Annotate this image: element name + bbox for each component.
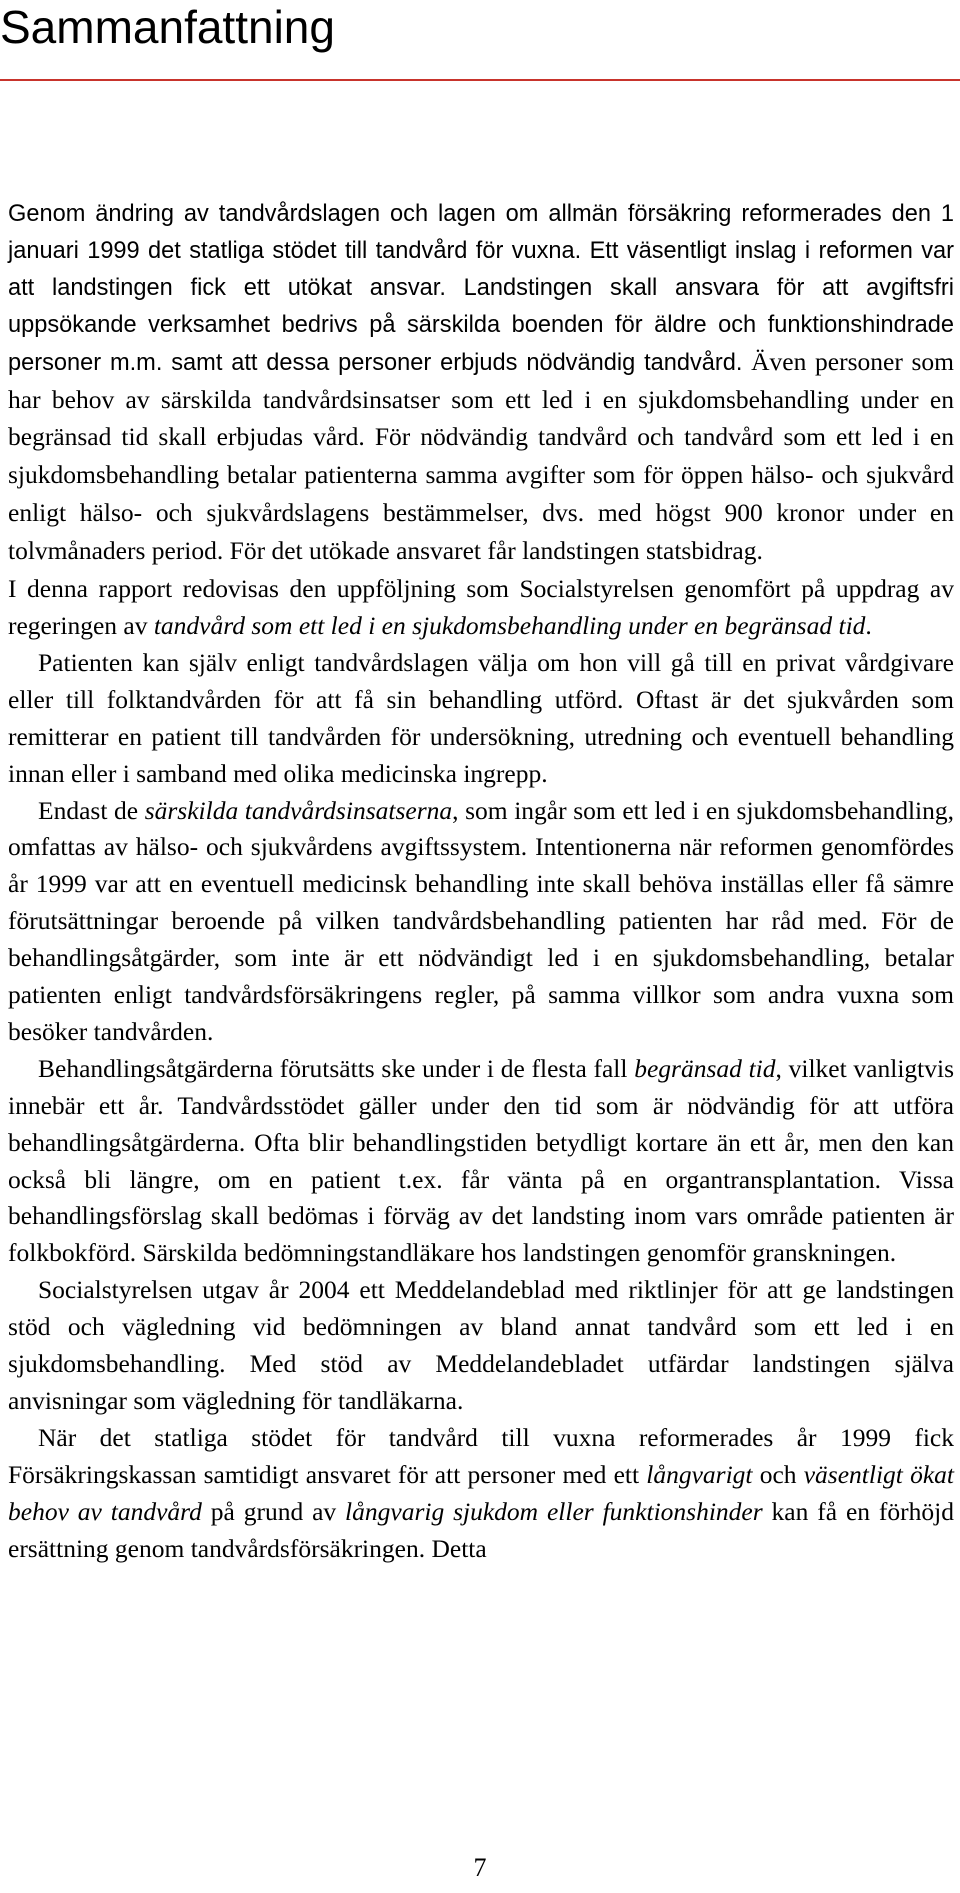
paragraph-5-rest: , vilket vanligtvis innebär ett år. Tandvårdsstödet gäller under den tid som är nödvändig för att utföra behandlingsåtgärderna. Ofta blir behandlingstiden betydligt kortare än ett år, men den kan också bli längre, om en patient t.ex. får vänta på en organtransplantation. Vissa behandlingsförslag skall bedömas i förväg av det landsting inom vars område patienten är folkbokförd. Särskilda bedömningstandläkare hos landstingen genomför granskningen.: [8, 1053, 954, 1268]
paragraph-7-rest: kan få en förhöjd ersättning genom tandvårdsförsäkringen. Detta: [8, 1496, 954, 1563]
paragraph-7-emphasis-3: långvarig sjukdom eller funktionshinder: [345, 1496, 763, 1526]
paragraph-7-text: När det statliga stödet för tandvård till vuxna reformerades år 1999 fick Försäkringskassan samtidigt ansvaret för att personer med ett: [8, 1422, 954, 1489]
paragraph-4: [8, 793, 954, 1051]
paragraph-2-emphasis: tandvård som ett led i en sjukdomsbehandling under en begränsad tid: [153, 610, 866, 640]
paragraph-1: [8, 196, 954, 571]
paragraph-5-text: Behandlingsåtgärderna förutsätts ske under i de flesta fall: [38, 1053, 635, 1083]
paragraph-5-emphasis: begränsad tid: [634, 1053, 776, 1083]
paragraph-1-sans-part: Genom ändring av tandvårdslagen och lagen om allmän försäkring reformerades den 1 januari 1999 det statliga stödet till tandvård för vuxna. Ett väsentligt inslag i reformen var att landstingen fick ett utökat ansvar. Landstingen skall ansvara för att avgiftsfri uppsökande verksamhet bedrivs på särskilda boenden för äldre och funktionshindrade personer m.m. samt att dessa personer erbjuds nödvändig tandvård.: [8, 201, 954, 376]
paragraph-4-emphasis: särskilda tandvårdsinsatserna: [144, 795, 453, 825]
paragraph-4-text: Endast de: [38, 795, 145, 825]
paragraph-7: [8, 1420, 954, 1568]
paragraph-1-serif-part: Även personer som har behov av särskilda tandvårdsinsatser som ett led i en sjukdomsbehandling under en begränsad tid skall erbjudas vård. För nödvändig tandvård och tandvård som ett led i en sjukdomsbehandling betalar patienterna samma avgifter som för öppen hälso- och sjukvård enligt hälso- och sjukvårdslagens bestämmelser, dvs. med högst 900 kronor under en tolvmånaders period. För det utökade ansvaret får landstingen statsbidrag.: [8, 346, 954, 566]
paragraph-2: [8, 571, 954, 645]
summary-body: [8, 196, 954, 1568]
paragraph-5: [8, 1051, 954, 1272]
paragraph-2-text: I denna rapport redovisas den uppföljning som Socialstyrelsen genomfört på uppdrag av regeringen av: [8, 574, 954, 640]
title-rule: [0, 79, 960, 81]
paragraph-7-emphasis-1: långvarigt: [646, 1459, 753, 1489]
paragraph-7-text-2: på grund av: [201, 1496, 346, 1526]
page-number: 7: [473, 1853, 487, 1882]
page-title: Sammanfattning: [0, 1, 335, 53]
paragraph-6: Socialstyrelsen utgav år 2004 ett Meddelandeblad med riktlinjer för att ge landstingen stöd och vägledning vid bedömningen av bland annat tandvård som ett led i en sjukdomsbehandling. Med stöd av Meddelandebladet utfärdar landstingen själva anvisningar som vägledning för tandläkarna.: [8, 1275, 954, 1415]
paragraph-3: Patienten kan själv enligt tandvårdslagen välja om hon vill gå till en privat vårdgivare eller till folktandvården för att få sin behandling utförd. Oftast är det sjukvården som remitterar en patient till tandvården för undersökning, utredning och eventuell behandling innan eller i samband med olika medicinska ingrepp.: [8, 647, 954, 788]
paragraph-7-conjunction: och: [752, 1459, 804, 1489]
paragraph-4-rest: , som ingår som ett led i en sjukdomsbehandling, omfattas av hälso- och sjukvårdens avgiftssystem. Intentionerna när reformen genomfördes år 1999 var att en eventuell medicinsk behandling inte skall behöva inställas eller få sämre förutsättningar beroende på vilken tandvårdsbehandling patienten har råd med. För de behandlingsåtgärder, som inte är ett nödvändigt led i en sjukdomsbehandling, betalar patienten enligt tandvårdsförsäkringens regler, på samma villkor som andra vuxna som besöker tandvården.: [8, 795, 954, 1046]
paragraph-2-end: .: [865, 610, 872, 640]
paragraph-7-emphasis-2: väsentligt ökat behov av tandvård: [8, 1459, 954, 1526]
